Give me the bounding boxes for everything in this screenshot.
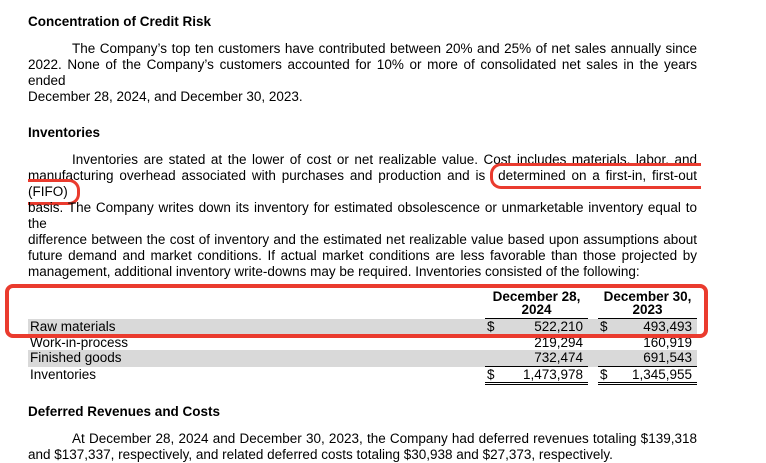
currency-symbol: $ <box>600 319 608 334</box>
amount-value: 219,294 <box>534 334 583 350</box>
amount-cell <box>598 319 697 335</box>
amount-value: 493,493 <box>643 319 692 334</box>
inventories-table <box>28 290 697 385</box>
document-page <box>0 14 766 462</box>
amount-cell <box>485 367 588 386</box>
table-row-raw-materials <box>28 319 697 335</box>
paragraph-line: At December 28, 2024 and December 30, 2023, the Company had deferred revenues totaling $139,318 <box>72 431 697 446</box>
amount-value: 732,474 <box>534 350 583 365</box>
credit-risk-paragraph <box>28 41 701 105</box>
row-label: Raw materials <box>30 319 116 334</box>
row-label: Work-in-process <box>30 334 129 350</box>
amount-cell <box>598 350 697 367</box>
amount-value: 1,345,955 <box>631 366 692 382</box>
paragraph-line: difference between the cost of inventory and the estimated net realizable value based upon assumptions about <box>28 232 697 247</box>
paragraph-line: Inventories are stated at the lower of cost or net realizable value. Cost includes materials, labor, and <box>72 152 697 167</box>
amount-cell <box>598 367 697 386</box>
paragraph-line: basis. The Company writes down its inventory for estimated obsolescence or unmarketable inventory equal to the <box>28 200 701 231</box>
inventories-paragraph <box>28 152 701 280</box>
amount-cell <box>485 335 588 351</box>
amount-cell <box>485 350 588 367</box>
amount-cell <box>598 335 697 351</box>
amount-cell <box>485 319 588 335</box>
column-header-line2: 2023 <box>632 302 663 317</box>
paragraph-line: management, additional inventory write-downs may be required. Inventories consisted of the following: <box>28 264 640 279</box>
fifo-annotated-text: determined on a first-in, first-out (FIFO) <box>28 168 701 199</box>
paragraph-line: December 28, 2024, and December 30, 2023. <box>28 89 303 104</box>
section-heading-deferred-revenues: Deferred Revenues and Costs <box>28 404 221 419</box>
column-header-2023 <box>598 290 697 319</box>
currency-symbol: $ <box>600 366 608 382</box>
column-header-line1: December 28, <box>492 289 581 304</box>
paragraph-line: and $137,337, respectively, and related deferred costs totaling $30,938 and $27,373, respectively. <box>28 447 613 462</box>
table-row-inventories-total <box>28 367 697 386</box>
paragraph-line-with-fifo-annotation <box>28 168 701 200</box>
column-header-2024 <box>485 290 588 319</box>
table-header-row <box>28 290 697 319</box>
column-header-line1: December 30, <box>603 289 692 304</box>
row-label: Finished goods <box>30 350 122 365</box>
amount-value: 522,210 <box>534 319 583 334</box>
table-row-work-in-process <box>28 335 697 351</box>
table-row-finished-goods <box>28 350 697 367</box>
column-header-line2: 2024 <box>521 302 552 317</box>
paragraph-line: future demand and market conditions. If actual market conditions are less favorable than those projected by <box>28 248 697 263</box>
deferred-revenues-paragraph <box>28 431 697 463</box>
currency-symbol: $ <box>487 319 495 334</box>
section-heading-credit-risk: Concentration of Credit Risk <box>28 14 212 29</box>
amount-value: 1,473,978 <box>522 366 583 382</box>
text-before-annotation: manufacturing overhead associated with purchases and production and is <box>28 168 492 183</box>
paragraph-line: 2022. None of the Company’s customers accounted for 10% or more of consolidated net sales in the years ended <box>28 57 701 88</box>
currency-symbol: $ <box>487 366 495 382</box>
amount-value: 160,919 <box>643 334 692 350</box>
paragraph-line: The Company’s top ten customers have contributed between 20% and 25% of net sales annually since <box>72 41 697 56</box>
amount-value: 691,543 <box>643 350 692 365</box>
row-label: Inventories <box>30 366 97 382</box>
section-heading-inventories: Inventories <box>28 125 101 140</box>
